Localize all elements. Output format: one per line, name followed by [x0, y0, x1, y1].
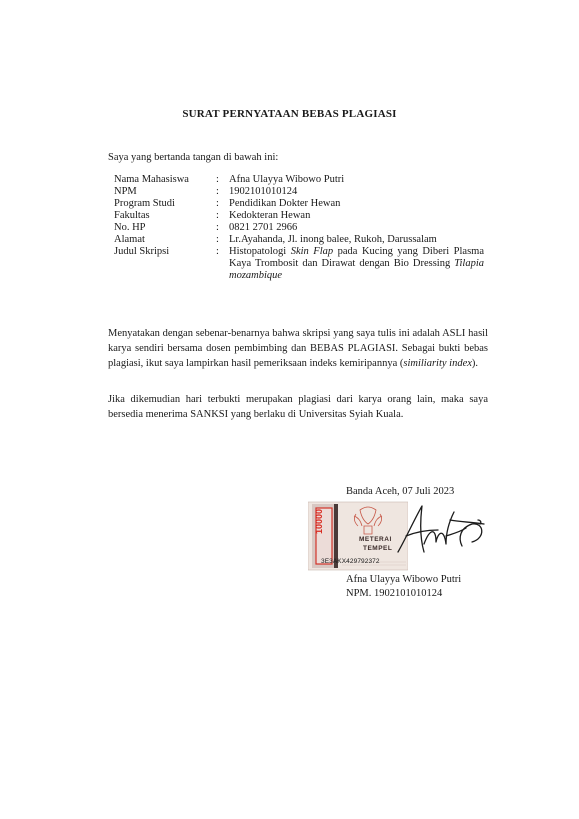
statement-text: ).	[471, 358, 479, 369]
field-label: NPM	[114, 186, 137, 197]
thesis-italic: Skin Flap	[290, 246, 334, 257]
field-row-program	[114, 198, 484, 210]
document-title: SURAT PERNYATAAN BEBAS PLAGIASI	[182, 108, 397, 120]
signature-place-date: Banda Aceh, 07 Juli 2023	[346, 486, 455, 497]
field-colon: :	[216, 234, 219, 245]
field-colon: :	[216, 222, 219, 233]
field-label: Judul Skripsi	[114, 246, 170, 257]
thesis-title	[229, 246, 484, 282]
statement-italic: similiarity index	[403, 358, 472, 369]
field-row-thesis	[114, 246, 484, 282]
thesis-text: Histopatologi	[229, 246, 291, 257]
statement-paragraph	[108, 326, 488, 371]
field-row-phone	[114, 222, 484, 234]
thesis-text: pada Kucing yang Diberi Plasma Kaya Trombosit dan Dirawat dengan Bio Dressing	[229, 246, 484, 269]
stamp-value-text: 10000	[314, 508, 324, 534]
field-colon: :	[216, 246, 219, 257]
field-colon: :	[216, 198, 219, 209]
field-label: Program Studi	[114, 198, 175, 209]
thesis-italic: Tilapia mozambique	[229, 258, 484, 281]
field-label: Fakultas	[114, 210, 150, 221]
field-row-npm	[114, 186, 484, 198]
field-label: Alamat	[114, 234, 145, 245]
sanction-paragraph: Jika dikemudian hari terbukti merupakan plagiasi dari karya orang lain, maka saya bersedia menerima SANKSI yang berlaku di Universitas Syiah Kuala.	[108, 394, 488, 420]
field-value: Afna Ulayya Wibowo Putri	[229, 174, 345, 185]
stamp-tempel-text: TEMPEL	[363, 545, 393, 552]
field-value: Lr.Ayahanda, Jl. inong balee, Rukoh, Darussalam	[229, 234, 437, 245]
signature-name: Afna Ulayya Wibowo Putri	[346, 574, 462, 585]
intro-text: Saya yang bertanda tangan di bawah ini:	[108, 152, 279, 163]
field-row-address	[114, 234, 484, 246]
identity-fields	[114, 174, 484, 282]
field-value: 0821 2701 2966	[229, 222, 298, 233]
field-label: No. HP	[114, 222, 146, 233]
field-colon: :	[216, 186, 219, 197]
field-value: 1902101010124	[229, 186, 298, 197]
statement-text: Menyatakan dengan sebenar-benarnya bahwa skripsi yang saya tulis ini adalah ASLI hasil karya sendiri bersama dosen pembimbing dan BEBAS PLAGIASI. Sebagai bukti bebas plagiasi, ikut saya lampirkan hasil pemeriksaan indeks kemiripannya (	[108, 328, 488, 369]
field-colon: :	[216, 174, 219, 185]
stamp-meterai-text: METERAI	[359, 536, 392, 543]
handwritten-signature	[380, 498, 490, 560]
field-row-name	[114, 174, 484, 186]
stamp-serial-code: 3E3AKX429792372	[321, 558, 380, 565]
field-row-faculty	[114, 210, 484, 222]
field-label: Nama Mahasiswa	[114, 174, 189, 185]
field-colon: :	[216, 210, 219, 221]
field-value: Pendidikan Dokter Hewan	[229, 198, 341, 209]
signature-npm: NPM. 1902101010124	[346, 588, 443, 599]
field-value: Kedokteran Hewan	[229, 210, 311, 221]
